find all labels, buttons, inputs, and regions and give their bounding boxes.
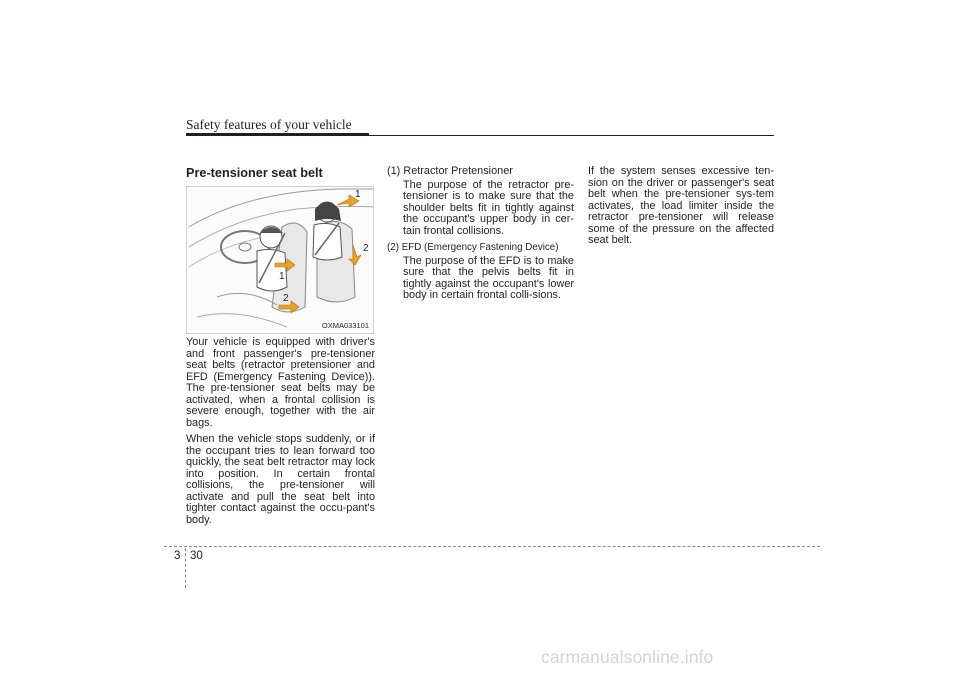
paragraph: Your vehicle is equipped with driver's and front passenger's pre-tensioner seat belts (retractor pretensioner and EFD (Emergency Fastening Device)). The pre-tensioner seat belts may be activated, when a frontal collision is severe enough, together with the air bags. [186, 336, 375, 429]
footer-rule [164, 546, 820, 547]
section-title: Pre-tensioner seat belt [186, 166, 323, 180]
callout-1-driver: 1 [279, 271, 285, 282]
seatbelt-illustration [186, 186, 374, 334]
callout-2-driver: 2 [283, 293, 289, 304]
car-interior-drawing [187, 187, 374, 334]
header-rule [369, 135, 774, 136]
header-rule-bold [186, 133, 369, 136]
item-body: The purpose of the EFD is to make sure that the pelvis belts fit in tightly against the occupant's lower body in certain frontal colli-sions. [403, 254, 574, 301]
item-heading: (1) Retractor Pretensioner [387, 165, 513, 177]
paragraph: If the system senses excessive ten-sion on the driver or passenger's seat belt when the pre-tensioner sys-tem activates, the load limiter inside the retractor pre-tensioner will release some of the pressure on the affected seat belt. [588, 165, 774, 246]
footer-divider [185, 548, 186, 588]
item-body: The purpose of the retractor pre-tensioner is to make sure that the shoulder belts fit in tightly against the occupant's upper body in cer-tain frontal collisions. [403, 178, 574, 237]
running-header: Safety features of your vehicle [186, 117, 352, 132]
column-3 [588, 166, 774, 252]
column-1 [186, 337, 375, 531]
watermark: carmanualsonline.info [541, 647, 714, 667]
figure-code: OXMA033101 [321, 321, 369, 330]
callout-1-passenger: 1 [355, 189, 361, 200]
callout-2-passenger: 2 [363, 243, 369, 254]
item-heading: (2) EFD (Emergency Fastening Device) [387, 242, 559, 253]
page-number: 30 [190, 550, 203, 562]
paragraph: When the vehicle stops suddenly, or if the occupant tries to lean forward too quickly, the seat belt retractor may lock into position. In certain frontal collisions, the pre-tensioner will activate and pull the seat belt into tighter contact against the occu-pant's body. [186, 433, 375, 526]
chapter-number: 3 [174, 550, 181, 562]
column-2 [387, 166, 574, 307]
